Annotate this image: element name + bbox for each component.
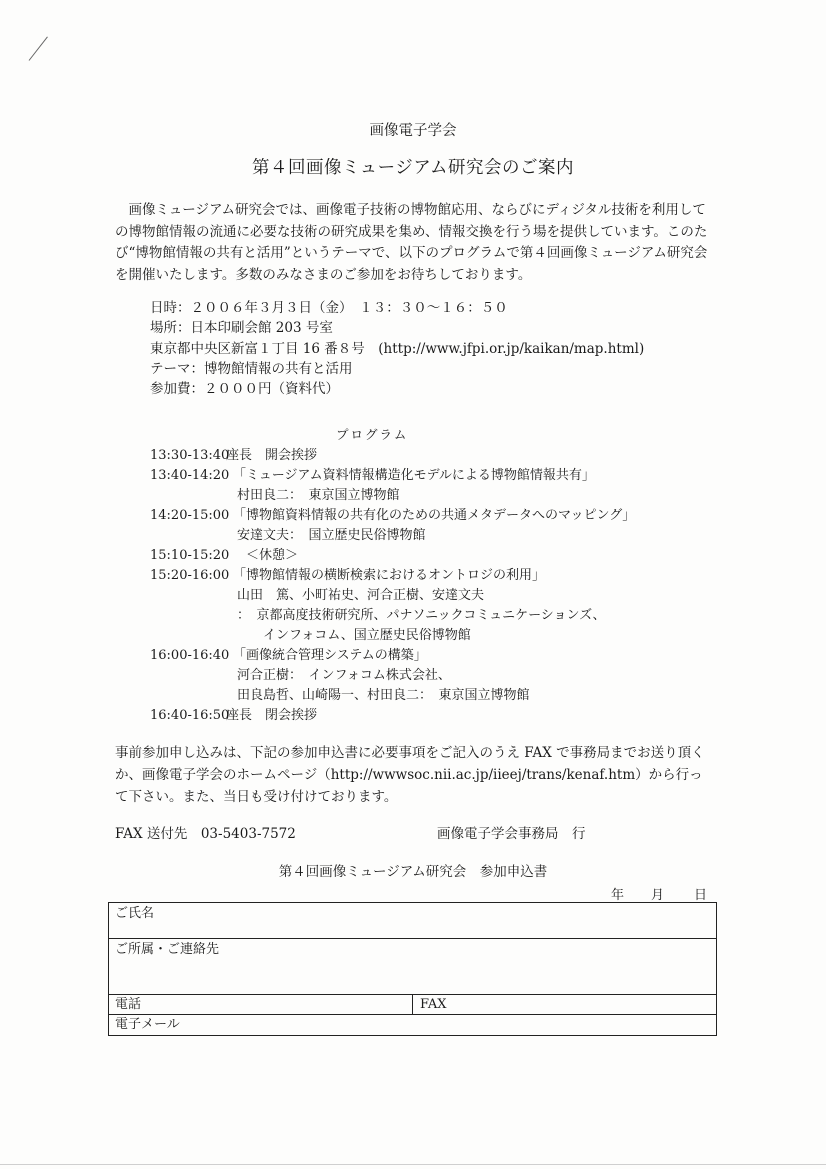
- fax-number: FAX 送付先 03-5403-7572: [115, 826, 296, 842]
- program-speaker: 河合正樹： インフォコム株式会社、: [237, 668, 451, 683]
- event-address: 東京都中央区新富１丁目 16 番８号 (http://www.jfpi.or.jp/kaikan/map.html): [150, 341, 645, 357]
- registration-form: [108, 902, 717, 1036]
- phone-label: 電話: [115, 997, 142, 1012]
- program-time: 13:40-14:20: [150, 468, 230, 483]
- name-row[interactable]: [109, 903, 716, 939]
- office-recipient: 画像電子学会事務局 行: [437, 826, 586, 842]
- program-item: 「博物館情報の横断検索におけるオントロジの利用」: [233, 568, 546, 583]
- fax-label: FAX: [420, 997, 447, 1012]
- program-item: 「博物館資料情報の共有化のための共通メタデータへのマッピング」: [233, 508, 636, 523]
- program-time: 16:00-16:40: [150, 648, 230, 663]
- registration-note: [115, 742, 713, 808]
- program-item: 座長 開会挨拶: [226, 448, 318, 463]
- program-item: 「ミュージアム資料情報構造化モデルによる博物館情報共有」: [233, 468, 595, 483]
- form-date-year: 年: [611, 888, 625, 903]
- form-title: 第４回画像ミュージアム研究会 参加申込書: [278, 864, 548, 880]
- program-speaker: 安達文夫： 国立歴史民俗博物館: [237, 528, 426, 543]
- email-row[interactable]: [109, 1015, 716, 1035]
- program-item: 「画像統合管理システムの構築」: [233, 648, 427, 663]
- affiliation-row[interactable]: [109, 939, 716, 995]
- form-date-day: 日: [694, 888, 708, 903]
- event-venue: 場所：日本印刷会館 203 号室: [150, 320, 333, 336]
- program-affiliation: ： 京都高度技術研究所、パナソニックコミュニケーションズ、: [237, 608, 606, 623]
- intro-text: 画像ミュージアム研究会では、画像電子技術の博物館応用、ならびにディジタル技術を利用しての博物館情報の流通に必要な技術の研究成果を集め、情報交換を行う場を提供しています。このたび“博物館情報の共有と活用”というテーマで、以下のプログラムで第４回画像ミュージアム研究会を開催いたします。多数のみなさまのご参加をお待ちしております。: [115, 202, 708, 283]
- program-item: 座長 閉会挨拶: [226, 708, 318, 723]
- program-speaker: 山田 篤、小町祐史、河合正樹、安達文夫: [237, 588, 485, 603]
- cell-divider: [412, 995, 413, 1014]
- email-label: 電子メール: [115, 1017, 180, 1032]
- scan-edge: [0, 1164, 826, 1165]
- event-datetime: 日時：２００６年３月３日（金） １３：３０～１６：５０: [150, 300, 508, 316]
- program-time: 13:30-13:40: [150, 448, 230, 463]
- name-label: ご氏名: [115, 906, 155, 921]
- organization-name: 画像電子学会: [369, 123, 457, 139]
- program-heading: プログラム: [336, 427, 409, 442]
- program-time: 16:40-16:50: [150, 708, 230, 723]
- affiliation-label: ご所属・ご連絡先: [115, 942, 220, 957]
- program-time: 15:20-16:00: [150, 568, 230, 583]
- program-speaker: 田良島哲、山崎陽一、村田良二： 東京国立博物館: [237, 688, 530, 703]
- program-time: 15:10-15:20: [150, 548, 230, 563]
- registration-text: 事前参加申し込みは、下記の参加申込書に必要事項をご記入のうえ FAX で事務局までお送り頂くか、画像電子学会のホームページ（http://wwwsoc.nii.ac.jp/iieej/trans/kenaf.htm）から行って下さい。また、当日も受け付けております。: [115, 745, 705, 805]
- program-time: 14:20-15:00: [150, 508, 230, 523]
- phone-fax-row: [109, 995, 716, 1015]
- program-item: ＜休憩＞: [233, 548, 299, 563]
- program-affiliation: インフォコム、国立歴史民俗博物館: [237, 628, 471, 643]
- program-speaker: 村田良二： 東京国立博物館: [237, 488, 400, 503]
- form-date-month: 月: [651, 888, 665, 903]
- event-fee: 参加費：２０００円（資料代）: [150, 381, 339, 397]
- intro-paragraph: [115, 200, 715, 286]
- page-title: 第４回画像ミュージアム研究会のご案内: [251, 158, 575, 178]
- event-theme: テーマ：博物館情報の共有と活用: [150, 361, 353, 377]
- scan-mark: [29, 37, 48, 61]
